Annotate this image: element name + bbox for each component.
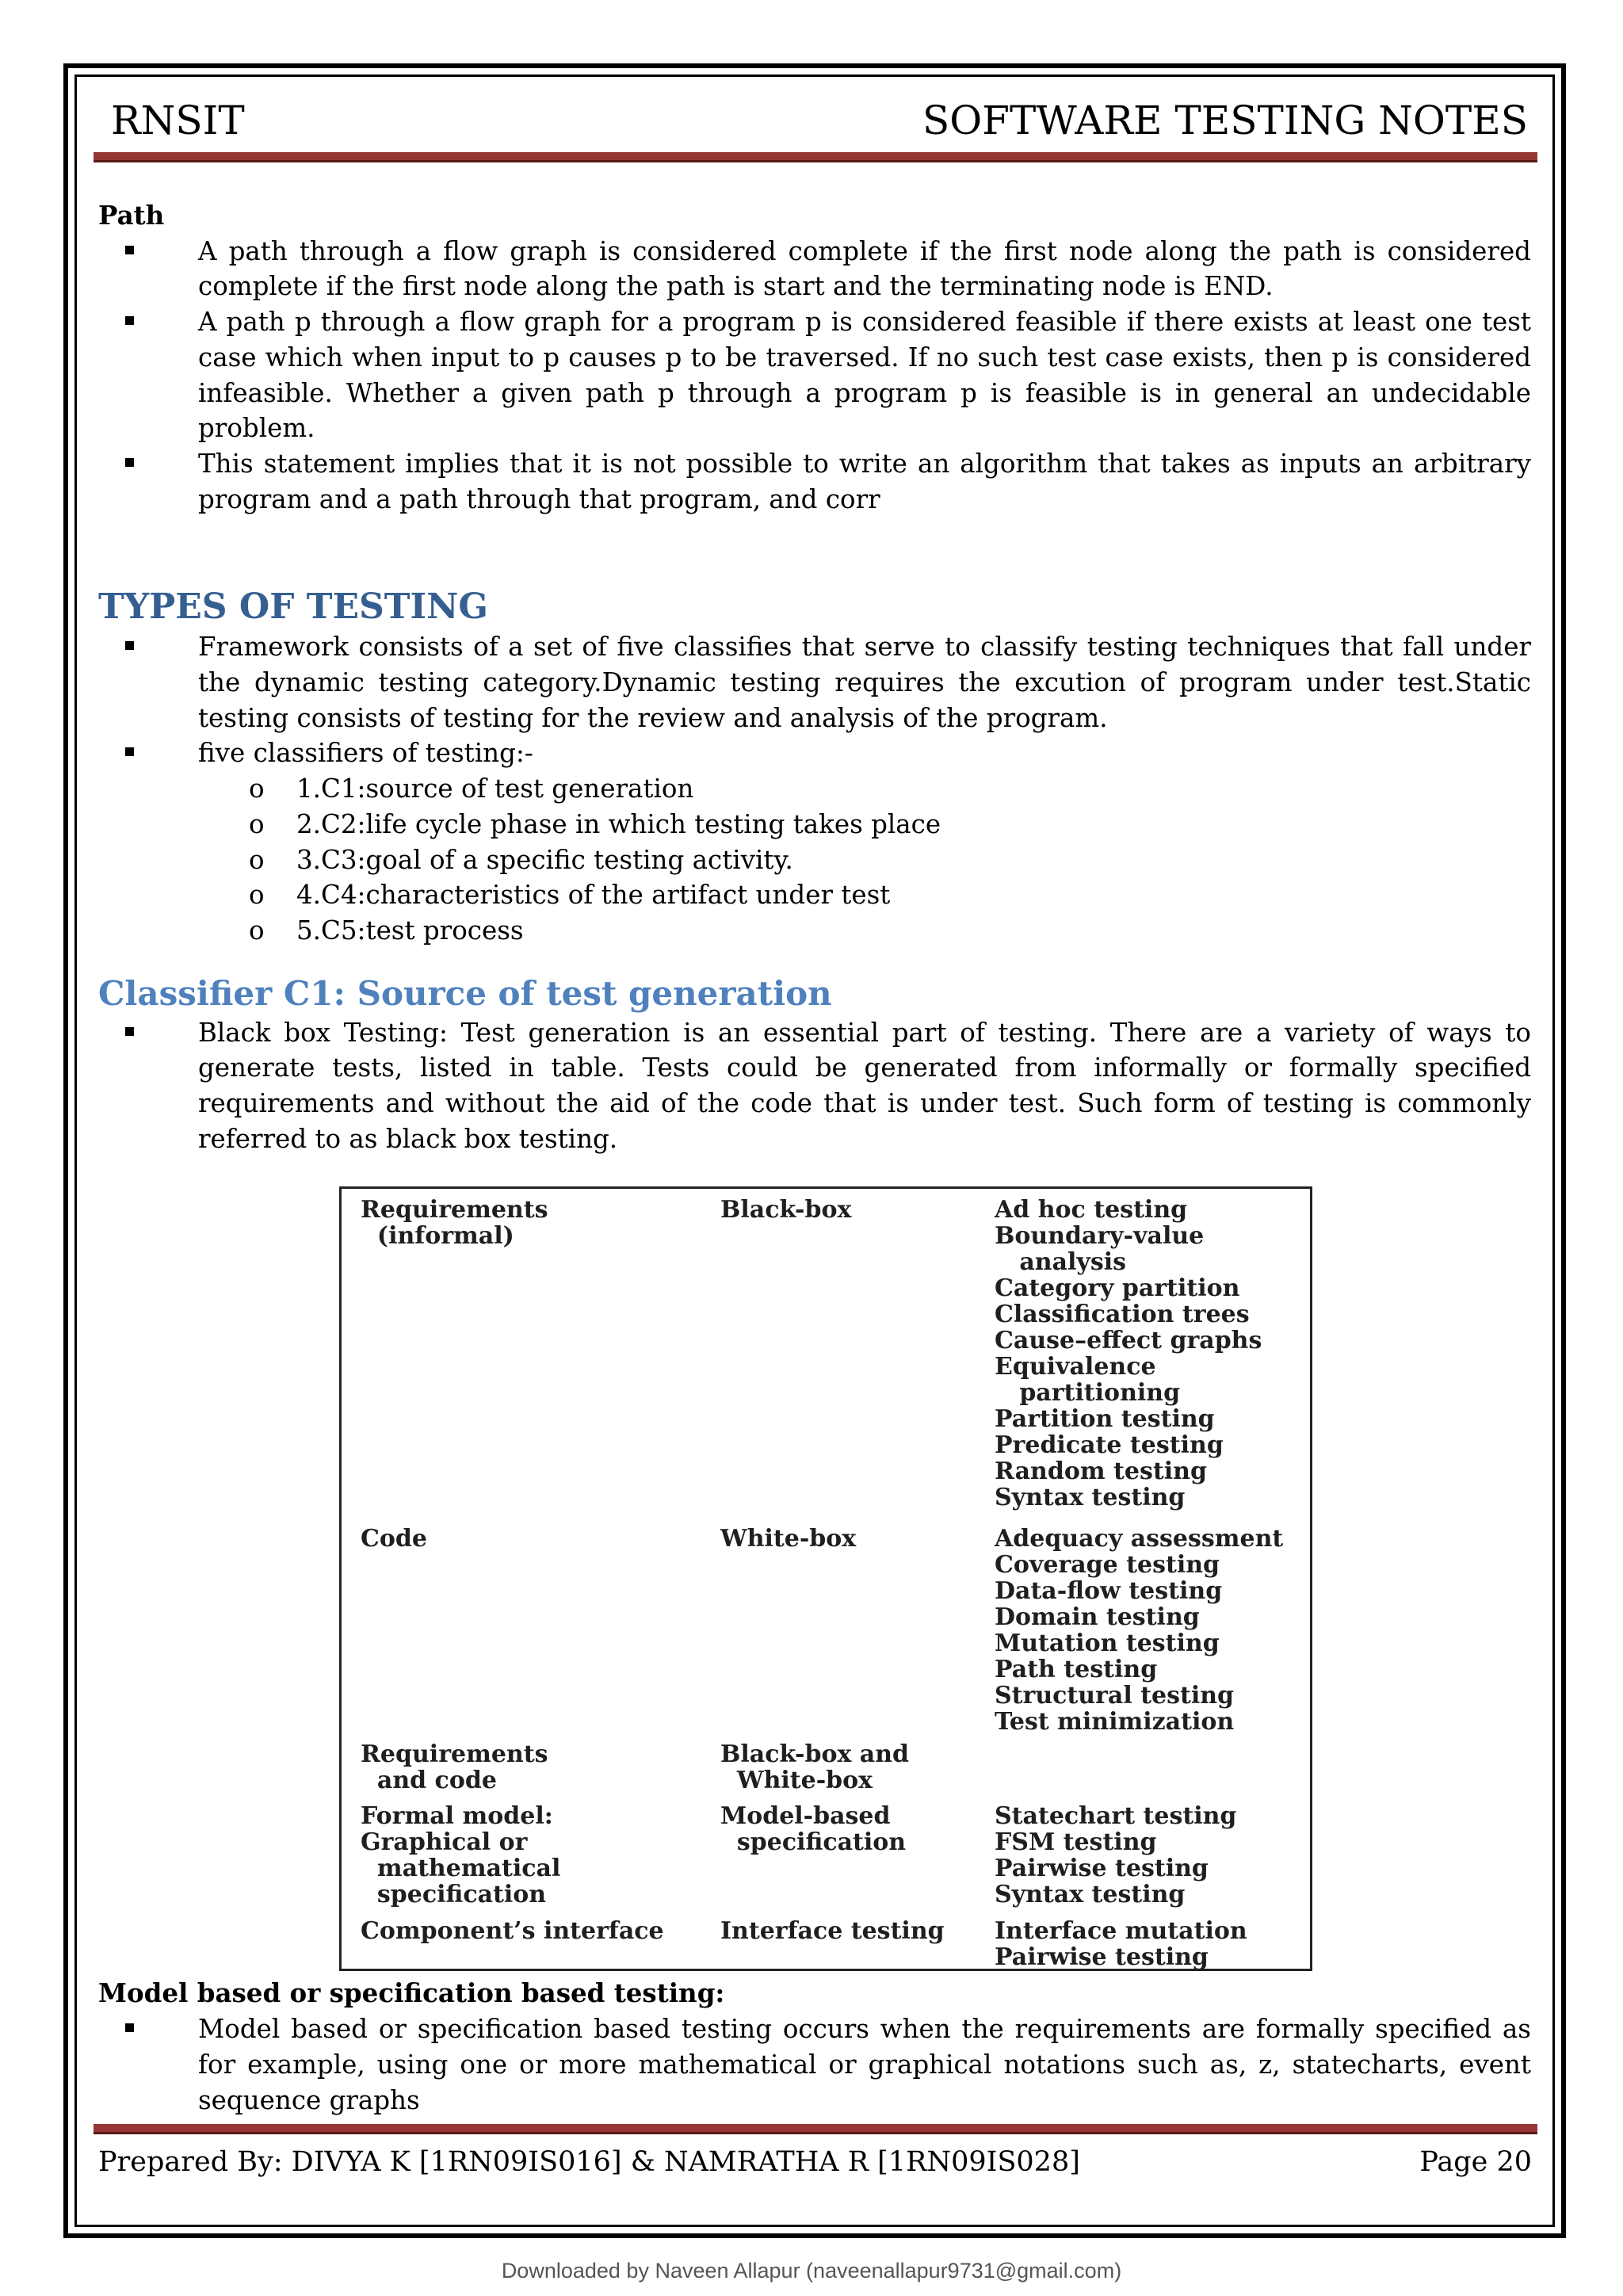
classifier-item: o 2.C2:life cycle phase in which testing takes place bbox=[249, 808, 941, 839]
classifier-list bbox=[198, 771, 1531, 949]
test-generation-table bbox=[339, 1186, 1312, 1971]
table-technique: Model-based specification bbox=[720, 1802, 907, 1857]
types-bullet-classifiers bbox=[198, 735, 1531, 948]
header-rule bbox=[94, 152, 1537, 162]
classifier-item: o 4.C4:characteristics of the artifact under test bbox=[249, 880, 891, 911]
download-watermark: Downloaded by Naveen Allapur (naveenallapur9731@gmail.com) bbox=[501, 2259, 1122, 2283]
table-examples: Statechart testing FSM testing Pairwise testing Syntax testing bbox=[995, 1802, 1237, 1909]
table-artifact: Component’s interface bbox=[361, 1917, 664, 1946]
table-artifact: Requirements and code bbox=[361, 1740, 548, 1795]
table-technique: Black-box bbox=[720, 1196, 852, 1224]
table-examples: Adequacy assessment Coverage testing Data-flow testing Domain testing Mutation testing Path testing Structural testing Test minimization bbox=[995, 1525, 1284, 1736]
page-number: Page 20 bbox=[1419, 2146, 1532, 2178]
table-artifact: Requirements (informal) bbox=[361, 1196, 548, 1251]
path-bullet-1: A path through a flow graph is considered complete if the first node along the path is considered complete if the first node along the path is start and the terminating node is END. bbox=[198, 234, 1531, 304]
classifiers-intro: five classifiers of testing:- bbox=[198, 738, 533, 769]
table-artifact: Code bbox=[361, 1525, 427, 1553]
classifier-item: o 1.C1:source of test generation bbox=[249, 774, 694, 804]
footer-authors: Prepared By: DIVYA K [1RN09IS016] & NAMRATHA R [1RN09IS028] bbox=[98, 2146, 1080, 2178]
classifier-item: o 3.C3:goal of a specific testing activity. bbox=[249, 844, 793, 875]
types-heading: TYPES OF TESTING bbox=[98, 586, 488, 628]
header-title: SOFTWARE TESTING NOTES bbox=[922, 97, 1528, 143]
table-technique: White-box bbox=[720, 1525, 857, 1553]
path-bullet-list bbox=[98, 234, 1531, 518]
table-artifact: Formal model: Graphical or mathematical specification bbox=[361, 1802, 561, 1909]
table-technique: Black-box and White-box bbox=[720, 1740, 910, 1795]
table-examples: Ad hoc testing Boundary-value analysis Category partition Classification trees Cause–effect graphs Equivalence partitioning Partition testing Predicate testing Random testing Syntax testing bbox=[995, 1196, 1262, 1512]
types-bullet-list bbox=[98, 629, 1531, 948]
model-bullet-list bbox=[98, 2011, 1531, 2118]
classifier-bullet-list bbox=[98, 1015, 1531, 1157]
model-based-heading: Model based or specification based testing: bbox=[98, 1977, 725, 2009]
path-bullet-2: A path p through a flow graph for a program p is considered feasible if there exists at least one test case which when input to p causes p to be traversed. If no such test case exists, then p is considered infeasible. Whether a given path p through a program p is feasible is in general an undecidable problem. bbox=[198, 304, 1531, 446]
table-examples: Interface mutation Pairwise testing bbox=[995, 1917, 1247, 1972]
model-based-bullet: Model based or specification based testing occurs when the requirements are formally specified as for example, using one or more mathematical or graphical notations such as, z, statecharts, event sequence graphs bbox=[198, 2011, 1531, 2118]
types-bullet-framework: Framework consists of a set of five classifies that serve to classify testing techniques that fall under the dynamic testing category.Dynamic testing requires the excution of program under test.Static testing consists of testing for the review and analysis of the program. bbox=[198, 629, 1531, 735]
black-box-bullet: Black box Testing: Test generation is an essential part of testing. There are a variety of ways to generate tests, listed in table. Tests could be generated from informally or formally specified requirements and without the aid of the code that is under test. Such form of testing is commonly referred to as black box testing. bbox=[198, 1015, 1531, 1157]
footer-rule bbox=[94, 2124, 1537, 2134]
table-technique: Interface testing bbox=[720, 1917, 945, 1946]
page-content bbox=[98, 198, 1531, 2118]
classifier-c1-heading: Classifier C1: Source of test generation bbox=[98, 973, 832, 1013]
header-institute: RNSIT bbox=[111, 97, 245, 143]
path-bullet-3: This statement implies that it is not possible to write an algorithm that takes as inputs an arbitrary program and a path through that program, and corr bbox=[198, 446, 1531, 517]
path-heading: Path bbox=[98, 200, 165, 231]
classifier-item: o 5.C5:test process bbox=[249, 915, 524, 946]
